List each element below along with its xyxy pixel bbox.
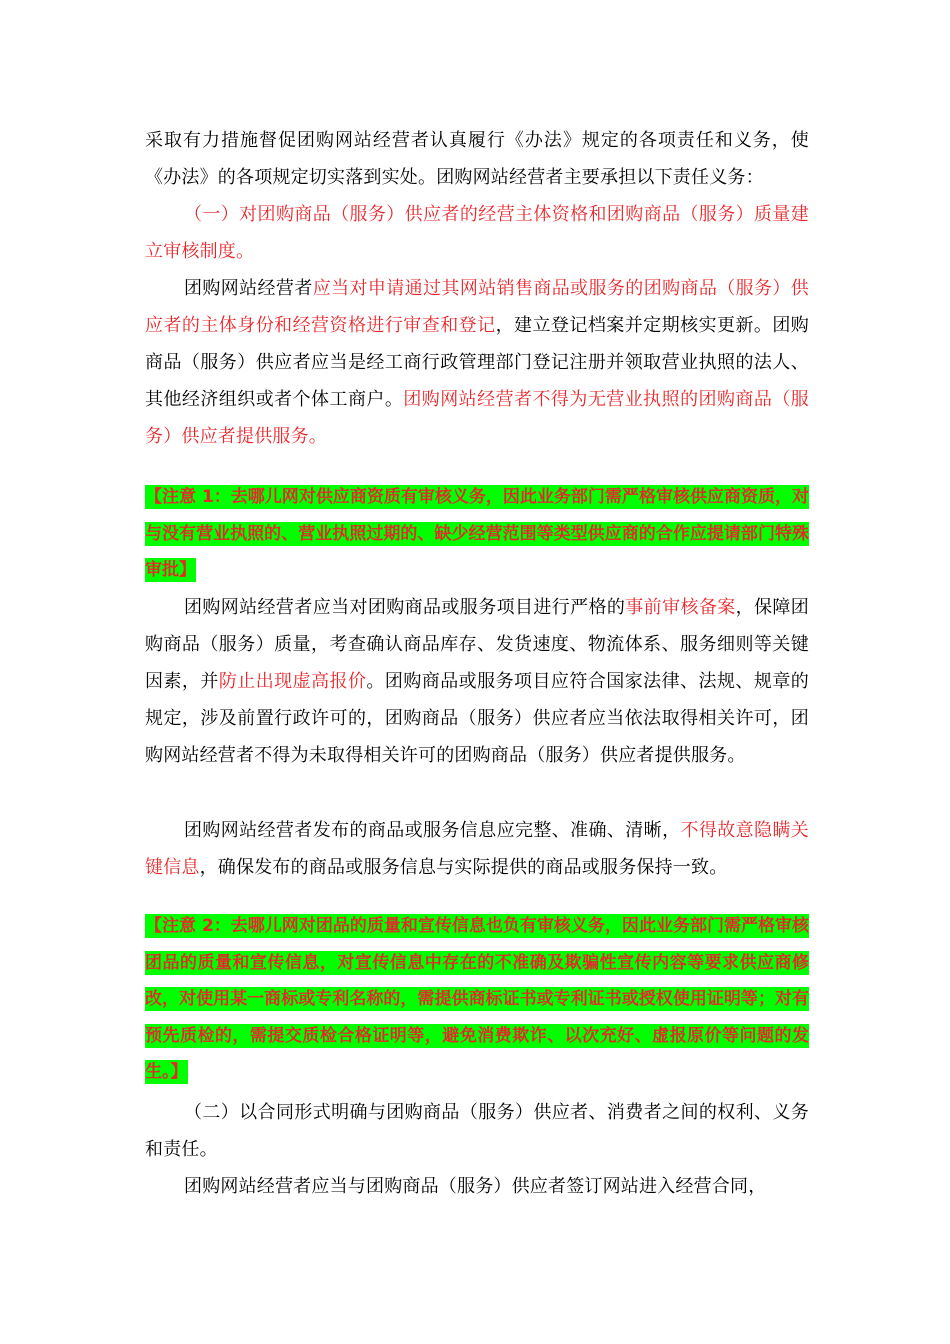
text-span: 团购网站经营者发布的商品或服务信息应完整、准确、清晰， — [184, 820, 681, 841]
section-heading-1 — [145, 196, 809, 270]
text-span: ，保障团购商品（服务）质量，考查确认商品库存、发货速度、物流体系、服务细则等关键因素，并 — [145, 597, 809, 692]
emphasis-span: 团购网站经营者不得为无营业执照的团购商品（服务）供应者提供服务。 — [145, 389, 809, 447]
text-span: 。团购商品或服务项目应符合国家法律、法规、规章的规定，涉及前置行政许可的，团购商品（服务）供应者应当依法取得相关许可，团购网站经营者不得为未取得相关许可的团购商品（服务）供应者提供服务。 — [145, 671, 809, 766]
section-heading-2-text: （二）以合同形式明确与团购商品（服务）供应者、消费者之间的权利、义务和责任。 — [145, 1102, 809, 1160]
emphasis-span: 应当对申请通过其网站销售商品或服务的团购商品（服务）供应者的主体身份和经营资格进行审查和登记 — [145, 278, 809, 336]
paragraph-supplier-registration — [145, 270, 809, 455]
emphasis-span: 不得故意隐瞒关键信息 — [145, 820, 809, 878]
notice-2 — [145, 908, 809, 1091]
notice-1-highlight: 【注意 1：去哪儿网对供应商资质有审核义务，因此业务部门需严格审核供应商资质，对与没有营业执照的、营业执照过期的、缺少经营范围等类型供应商的合作应提请部门特殊审批】 — [145, 487, 809, 581]
text-span: ，确保发布的商品或服务信息与实际提供的商品或服务保持一致。 — [199, 857, 728, 878]
section-heading-1-text: （一）对团购商品（服务）供应者的经营主体资格和团购商品（服务）质量建立审核制度。 — [145, 204, 809, 262]
text-span: 团购网站经营者 — [184, 278, 313, 299]
notice-1 — [145, 479, 809, 589]
paragraph-product-review — [145, 589, 809, 774]
emphasis-span: 防止出现虚高报价 — [218, 671, 367, 692]
paragraph-intro — [145, 122, 809, 196]
section-heading-2 — [145, 1094, 809, 1168]
paragraph-intro-text: 采取有力措施督促团购网站经营者认真履行《办法》规定的各项责任和义务，使《办法》的各项规定切实落到实处。团购网站经营者主要承担以下责任义务： — [145, 130, 809, 188]
emphasis-span: 事前审核备案 — [625, 597, 736, 618]
paragraph-contract — [145, 1168, 809, 1205]
notice-2-highlight: 【注意 2：去哪儿网对团品的质量和宣传信息也负有审核义务，因此业务部门需严格审核团品的质量和宣传信息，对宣传信息中存在的不准确及欺骗性宣传内容等要求供应商修改，对使用某一商标或专利名称的，需提供商标证书或专利证书或授权使用证明等；对有预先质检的，需提交质检合格证明等，避免消费欺诈、以次充好、虚报原价等问题的发生。】 — [145, 916, 809, 1083]
paragraph-info-accuracy — [145, 812, 809, 886]
text-span: 团购网站经营者应当对团购商品或服务项目进行严格的 — [184, 597, 626, 618]
paragraph-contract-text: 团购网站经营者应当与团购商品（服务）供应者签订网站进入经营合同， — [184, 1176, 767, 1197]
text-span: ，建立登记档案并定期核实更新。团购商品（服务）供应者应当是经工商行政管理部门登记注册并领取营业执照的法人、其他经济组织或者个体工商户。 — [145, 315, 809, 410]
